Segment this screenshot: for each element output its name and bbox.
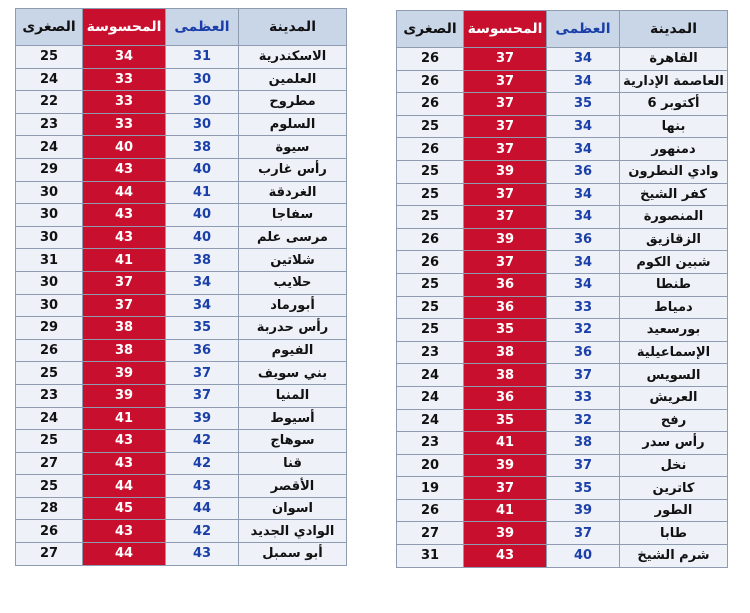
table-row xyxy=(16,68,347,91)
feels-like-cell: 35 xyxy=(464,409,547,432)
min-temp-cell: 30 xyxy=(16,226,83,249)
feels-like-cell: 39 xyxy=(464,522,547,545)
city-name-cell: الطور xyxy=(620,499,728,522)
city-name-cell: مطروح xyxy=(239,91,347,114)
max-temp-cell: 34 xyxy=(166,294,239,317)
city-name-cell: العريش xyxy=(620,386,728,409)
city-name-cell: الإسماعيلية xyxy=(620,341,728,364)
header-city: المدينة xyxy=(620,11,728,48)
min-temp-cell: 27 xyxy=(16,452,83,475)
table-row xyxy=(397,48,728,71)
max-temp-cell: 31 xyxy=(166,46,239,69)
min-temp-cell: 25 xyxy=(397,115,464,138)
table-row xyxy=(16,475,347,498)
min-temp-cell: 26 xyxy=(397,48,464,71)
min-temp-cell: 24 xyxy=(16,68,83,91)
table-row xyxy=(16,430,347,453)
city-name-cell: نخل xyxy=(620,454,728,477)
city-name-cell: بنها xyxy=(620,115,728,138)
max-temp-cell: 41 xyxy=(166,181,239,204)
header-min: الصغرى xyxy=(16,9,83,46)
min-temp-cell: 27 xyxy=(397,522,464,545)
max-temp-cell: 38 xyxy=(166,136,239,159)
max-temp-cell: 36 xyxy=(166,339,239,362)
header-min: الصغرى xyxy=(397,11,464,48)
min-temp-cell: 24 xyxy=(397,364,464,387)
max-temp-cell: 34 xyxy=(547,70,620,93)
city-name-cell: دمياط xyxy=(620,296,728,319)
right-weather-table xyxy=(396,10,728,568)
city-name-cell: طنطا xyxy=(620,273,728,296)
min-temp-cell: 25 xyxy=(397,206,464,229)
min-temp-cell: 26 xyxy=(397,499,464,522)
min-temp-cell: 25 xyxy=(397,160,464,183)
max-temp-cell: 38 xyxy=(547,432,620,455)
table-row xyxy=(397,341,728,364)
table-row xyxy=(397,319,728,342)
max-temp-cell: 34 xyxy=(166,271,239,294)
header-feels: المحسوسة xyxy=(464,11,547,48)
table-row xyxy=(16,407,347,430)
city-name-cell: حلايب xyxy=(239,271,347,294)
max-temp-cell: 34 xyxy=(547,115,620,138)
city-name-cell: السويس xyxy=(620,364,728,387)
city-name-cell: كفر الشيخ xyxy=(620,183,728,206)
min-temp-cell: 20 xyxy=(397,454,464,477)
feels-like-cell: 41 xyxy=(464,499,547,522)
min-temp-cell: 31 xyxy=(397,545,464,568)
feels-like-cell: 37 xyxy=(464,477,547,500)
min-temp-cell: 26 xyxy=(397,138,464,161)
max-temp-cell: 34 xyxy=(547,206,620,229)
max-temp-cell: 37 xyxy=(547,364,620,387)
min-temp-cell: 25 xyxy=(16,475,83,498)
city-name-cell: اسوان xyxy=(239,497,347,520)
right-table-body xyxy=(397,48,728,568)
min-temp-cell: 28 xyxy=(16,497,83,520)
feels-like-cell: 37 xyxy=(464,93,547,116)
table-row xyxy=(397,93,728,116)
feels-like-cell: 35 xyxy=(464,319,547,342)
city-name-cell: أبورماد xyxy=(239,294,347,317)
city-name-cell: دمنهور xyxy=(620,138,728,161)
min-temp-cell: 22 xyxy=(16,91,83,114)
feels-like-cell: 45 xyxy=(83,497,166,520)
max-temp-cell: 35 xyxy=(547,93,620,116)
table-row xyxy=(16,384,347,407)
min-temp-cell: 26 xyxy=(397,228,464,251)
feels-like-cell: 39 xyxy=(464,228,547,251)
table-row xyxy=(397,70,728,93)
table-row xyxy=(16,204,347,227)
feels-like-cell: 43 xyxy=(464,545,547,568)
max-temp-cell: 30 xyxy=(166,68,239,91)
feels-like-cell: 38 xyxy=(464,364,547,387)
table-row xyxy=(397,115,728,138)
feels-like-cell: 36 xyxy=(464,273,547,296)
city-name-cell: الأقصر xyxy=(239,475,347,498)
min-temp-cell: 30 xyxy=(16,181,83,204)
table-row xyxy=(16,91,347,114)
feels-like-cell: 44 xyxy=(83,475,166,498)
table-row xyxy=(16,543,347,566)
left-weather-table xyxy=(15,8,347,566)
city-name-cell: الغردقة xyxy=(239,181,347,204)
min-temp-cell: 30 xyxy=(16,271,83,294)
feels-like-cell: 39 xyxy=(83,384,166,407)
city-name-cell: كاترين xyxy=(620,477,728,500)
table-row xyxy=(397,432,728,455)
table-row xyxy=(16,294,347,317)
city-name-cell: الزقازيق xyxy=(620,228,728,251)
max-temp-cell: 37 xyxy=(547,522,620,545)
max-temp-cell: 36 xyxy=(547,228,620,251)
feels-like-cell: 37 xyxy=(464,138,547,161)
feels-like-cell: 37 xyxy=(83,294,166,317)
max-temp-cell: 36 xyxy=(547,341,620,364)
feels-like-cell: 36 xyxy=(464,386,547,409)
min-temp-cell: 23 xyxy=(16,113,83,136)
max-temp-cell: 39 xyxy=(166,407,239,430)
max-temp-cell: 35 xyxy=(166,317,239,340)
max-temp-cell: 34 xyxy=(547,183,620,206)
max-temp-cell: 38 xyxy=(166,249,239,272)
table-row xyxy=(397,183,728,206)
header-max: العظمى xyxy=(166,9,239,46)
max-temp-cell: 33 xyxy=(547,386,620,409)
max-temp-cell: 37 xyxy=(166,362,239,385)
feels-like-cell: 37 xyxy=(464,48,547,71)
feels-like-cell: 43 xyxy=(83,520,166,543)
city-name-cell: طابا xyxy=(620,522,728,545)
max-temp-cell: 34 xyxy=(547,138,620,161)
max-temp-cell: 39 xyxy=(547,499,620,522)
city-name-cell: قنا xyxy=(239,452,347,475)
max-temp-cell: 43 xyxy=(166,543,239,566)
max-temp-cell: 34 xyxy=(547,48,620,71)
city-name-cell: المنيا xyxy=(239,384,347,407)
table-row xyxy=(397,364,728,387)
city-name-cell: العاصمة الإدارية xyxy=(620,70,728,93)
feels-like-cell: 37 xyxy=(464,115,547,138)
header-max: العظمى xyxy=(547,11,620,48)
table-row xyxy=(16,249,347,272)
min-temp-cell: 26 xyxy=(397,251,464,274)
feels-like-cell: 34 xyxy=(83,46,166,69)
city-name-cell: سوهاج xyxy=(239,430,347,453)
min-temp-cell: 30 xyxy=(16,204,83,227)
max-temp-cell: 40 xyxy=(166,204,239,227)
feels-like-cell: 33 xyxy=(83,113,166,136)
city-name-cell: شرم الشيخ xyxy=(620,545,728,568)
max-temp-cell: 30 xyxy=(166,91,239,114)
city-name-cell: السلوم xyxy=(239,113,347,136)
feels-like-cell: 38 xyxy=(83,317,166,340)
max-temp-cell: 32 xyxy=(547,409,620,432)
table-row xyxy=(397,454,728,477)
table-row xyxy=(397,522,728,545)
feels-like-cell: 43 xyxy=(83,158,166,181)
feels-like-cell: 37 xyxy=(464,206,547,229)
max-temp-cell: 42 xyxy=(166,520,239,543)
feels-like-cell: 43 xyxy=(83,452,166,475)
table-row xyxy=(16,113,347,136)
table-row xyxy=(397,160,728,183)
city-name-cell: مرسى علم xyxy=(239,226,347,249)
table-row xyxy=(16,271,347,294)
max-temp-cell: 36 xyxy=(547,160,620,183)
city-name-cell: الوادي الجديد xyxy=(239,520,347,543)
city-name-cell: العلمين xyxy=(239,68,347,91)
max-temp-cell: 33 xyxy=(547,296,620,319)
max-temp-cell: 37 xyxy=(547,454,620,477)
table-row xyxy=(16,520,347,543)
feels-like-cell: 33 xyxy=(83,68,166,91)
table-row xyxy=(16,46,347,69)
min-temp-cell: 25 xyxy=(397,319,464,342)
max-temp-cell: 34 xyxy=(547,273,620,296)
min-temp-cell: 25 xyxy=(397,273,464,296)
table-row xyxy=(397,499,728,522)
max-temp-cell: 40 xyxy=(547,545,620,568)
feels-like-cell: 38 xyxy=(83,339,166,362)
feels-like-cell: 37 xyxy=(464,70,547,93)
table-row xyxy=(397,273,728,296)
min-temp-cell: 26 xyxy=(16,520,83,543)
city-name-cell: رفح xyxy=(620,409,728,432)
feels-like-cell: 39 xyxy=(83,362,166,385)
feels-like-cell: 44 xyxy=(83,181,166,204)
min-temp-cell: 26 xyxy=(397,93,464,116)
feels-like-cell: 37 xyxy=(464,251,547,274)
feels-like-cell: 39 xyxy=(464,160,547,183)
min-temp-cell: 30 xyxy=(16,294,83,317)
city-name-cell: شلاتين xyxy=(239,249,347,272)
min-temp-cell: 25 xyxy=(397,296,464,319)
city-name-cell: 6 أكتوبر xyxy=(620,93,728,116)
feels-like-cell: 36 xyxy=(464,296,547,319)
feels-like-cell: 33 xyxy=(83,91,166,114)
table-row xyxy=(397,477,728,500)
city-name-cell: سفاجا xyxy=(239,204,347,227)
table-row xyxy=(16,136,347,159)
max-temp-cell: 40 xyxy=(166,158,239,181)
feels-like-cell: 43 xyxy=(83,204,166,227)
left-table-body xyxy=(16,46,347,566)
city-name-cell: بورسعيد xyxy=(620,319,728,342)
table-row xyxy=(397,251,728,274)
max-temp-cell: 30 xyxy=(166,113,239,136)
city-name-cell: رأس سدر xyxy=(620,432,728,455)
max-temp-cell: 44 xyxy=(166,497,239,520)
min-temp-cell: 25 xyxy=(16,46,83,69)
feels-like-cell: 39 xyxy=(464,454,547,477)
city-name-cell: بني سويف xyxy=(239,362,347,385)
table-row xyxy=(397,138,728,161)
feels-like-cell: 40 xyxy=(83,136,166,159)
feels-like-cell: 41 xyxy=(464,432,547,455)
max-temp-cell: 35 xyxy=(547,477,620,500)
feels-like-cell: 41 xyxy=(83,249,166,272)
max-temp-cell: 32 xyxy=(547,319,620,342)
min-temp-cell: 24 xyxy=(397,386,464,409)
min-temp-cell: 26 xyxy=(16,339,83,362)
table-row xyxy=(16,452,347,475)
max-temp-cell: 43 xyxy=(166,475,239,498)
table-row xyxy=(397,545,728,568)
max-temp-cell: 34 xyxy=(547,251,620,274)
max-temp-cell: 40 xyxy=(166,226,239,249)
feels-like-cell: 38 xyxy=(464,341,547,364)
max-temp-cell: 42 xyxy=(166,452,239,475)
min-temp-cell: 26 xyxy=(397,70,464,93)
city-name-cell: وادي النطرون xyxy=(620,160,728,183)
header-row xyxy=(397,11,728,48)
table-row xyxy=(16,497,347,520)
city-name-cell: شبين الكوم xyxy=(620,251,728,274)
min-temp-cell: 23 xyxy=(397,432,464,455)
city-name-cell: الاسكندرية xyxy=(239,46,347,69)
min-temp-cell: 24 xyxy=(16,407,83,430)
feels-like-cell: 37 xyxy=(83,271,166,294)
table-row xyxy=(16,158,347,181)
header-city: المدينة xyxy=(239,9,347,46)
city-name-cell: رأس غارب xyxy=(239,158,347,181)
table-row xyxy=(16,317,347,340)
min-temp-cell: 25 xyxy=(397,183,464,206)
feels-like-cell: 43 xyxy=(83,226,166,249)
min-temp-cell: 29 xyxy=(16,317,83,340)
table-row xyxy=(16,181,347,204)
min-temp-cell: 24 xyxy=(397,409,464,432)
feels-like-cell: 41 xyxy=(83,407,166,430)
table-row xyxy=(397,409,728,432)
min-temp-cell: 25 xyxy=(16,430,83,453)
table-row xyxy=(397,206,728,229)
min-temp-cell: 23 xyxy=(16,384,83,407)
city-name-cell: القاهرة xyxy=(620,48,728,71)
min-temp-cell: 29 xyxy=(16,158,83,181)
min-temp-cell: 25 xyxy=(16,362,83,385)
city-name-cell: أبو سمبل xyxy=(239,543,347,566)
table-row xyxy=(16,226,347,249)
city-name-cell: المنصورة xyxy=(620,206,728,229)
feels-like-cell: 43 xyxy=(83,430,166,453)
feels-like-cell: 37 xyxy=(464,183,547,206)
city-name-cell: رأس حدربة xyxy=(239,317,347,340)
header-feels: المحسوسة xyxy=(83,9,166,46)
min-temp-cell: 19 xyxy=(397,477,464,500)
min-temp-cell: 31 xyxy=(16,249,83,272)
min-temp-cell: 23 xyxy=(397,341,464,364)
city-name-cell: أسيوط xyxy=(239,407,347,430)
table-row xyxy=(397,296,728,319)
header-row xyxy=(16,9,347,46)
table-row xyxy=(397,386,728,409)
feels-like-cell: 44 xyxy=(83,543,166,566)
table-row xyxy=(16,339,347,362)
min-temp-cell: 24 xyxy=(16,136,83,159)
table-row xyxy=(397,228,728,251)
min-temp-cell: 27 xyxy=(16,543,83,566)
city-name-cell: سيوة xyxy=(239,136,347,159)
max-temp-cell: 37 xyxy=(166,384,239,407)
table-row xyxy=(16,362,347,385)
max-temp-cell: 42 xyxy=(166,430,239,453)
city-name-cell: الفيوم xyxy=(239,339,347,362)
